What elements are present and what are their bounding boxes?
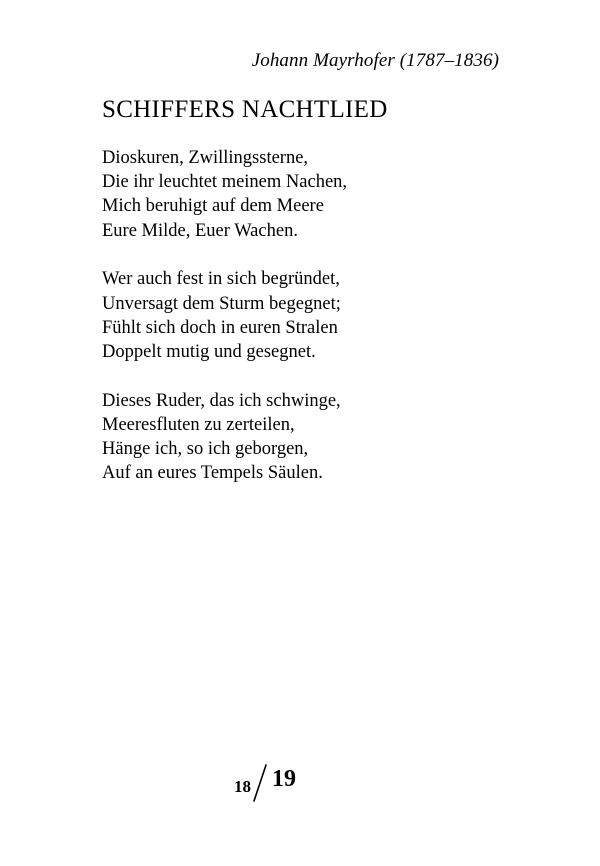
poem-line: Doppelt mutig und gesegnet. [102, 342, 316, 363]
page-number [234, 763, 304, 803]
current-page-number: 18 [234, 777, 251, 796]
poem-line: Auf an eures Tempels Säulen. [102, 463, 323, 484]
stanza [102, 267, 347, 364]
page-separator-slash [252, 763, 268, 803]
poem-line: Hänge ich, so ich geborgen, [102, 439, 309, 460]
poem-line: Eure Milde, Euer Wachen. [102, 220, 298, 241]
total-page-number: 19 [272, 766, 296, 792]
poem-line: Fühlt sich doch in euren Stralen [102, 317, 338, 338]
poem-line: Wer auch fest in sich begründet, [102, 269, 340, 290]
poem-body [102, 146, 347, 510]
poem-line: Die ihr leuchtet meinem Nachen, [102, 172, 348, 193]
poem-title: SCHIFFERS NACHTLIED [102, 96, 388, 123]
author-attribution: Johann Mayrhofer (1787–1836) [251, 50, 499, 71]
poem-line: Unversagt dem Sturm begegnet; [102, 293, 341, 314]
stanza [102, 146, 347, 243]
poem-line: Dieses Ruder, das ich schwinge, [102, 390, 341, 411]
poem-line: Mich beruhigt auf dem Meere [102, 196, 324, 217]
poem-line: Dioskuren, Zwillingssterne, [102, 148, 309, 168]
stanza [102, 389, 347, 486]
poem-line: Meeresfluten zu zerteilen, [102, 415, 295, 436]
